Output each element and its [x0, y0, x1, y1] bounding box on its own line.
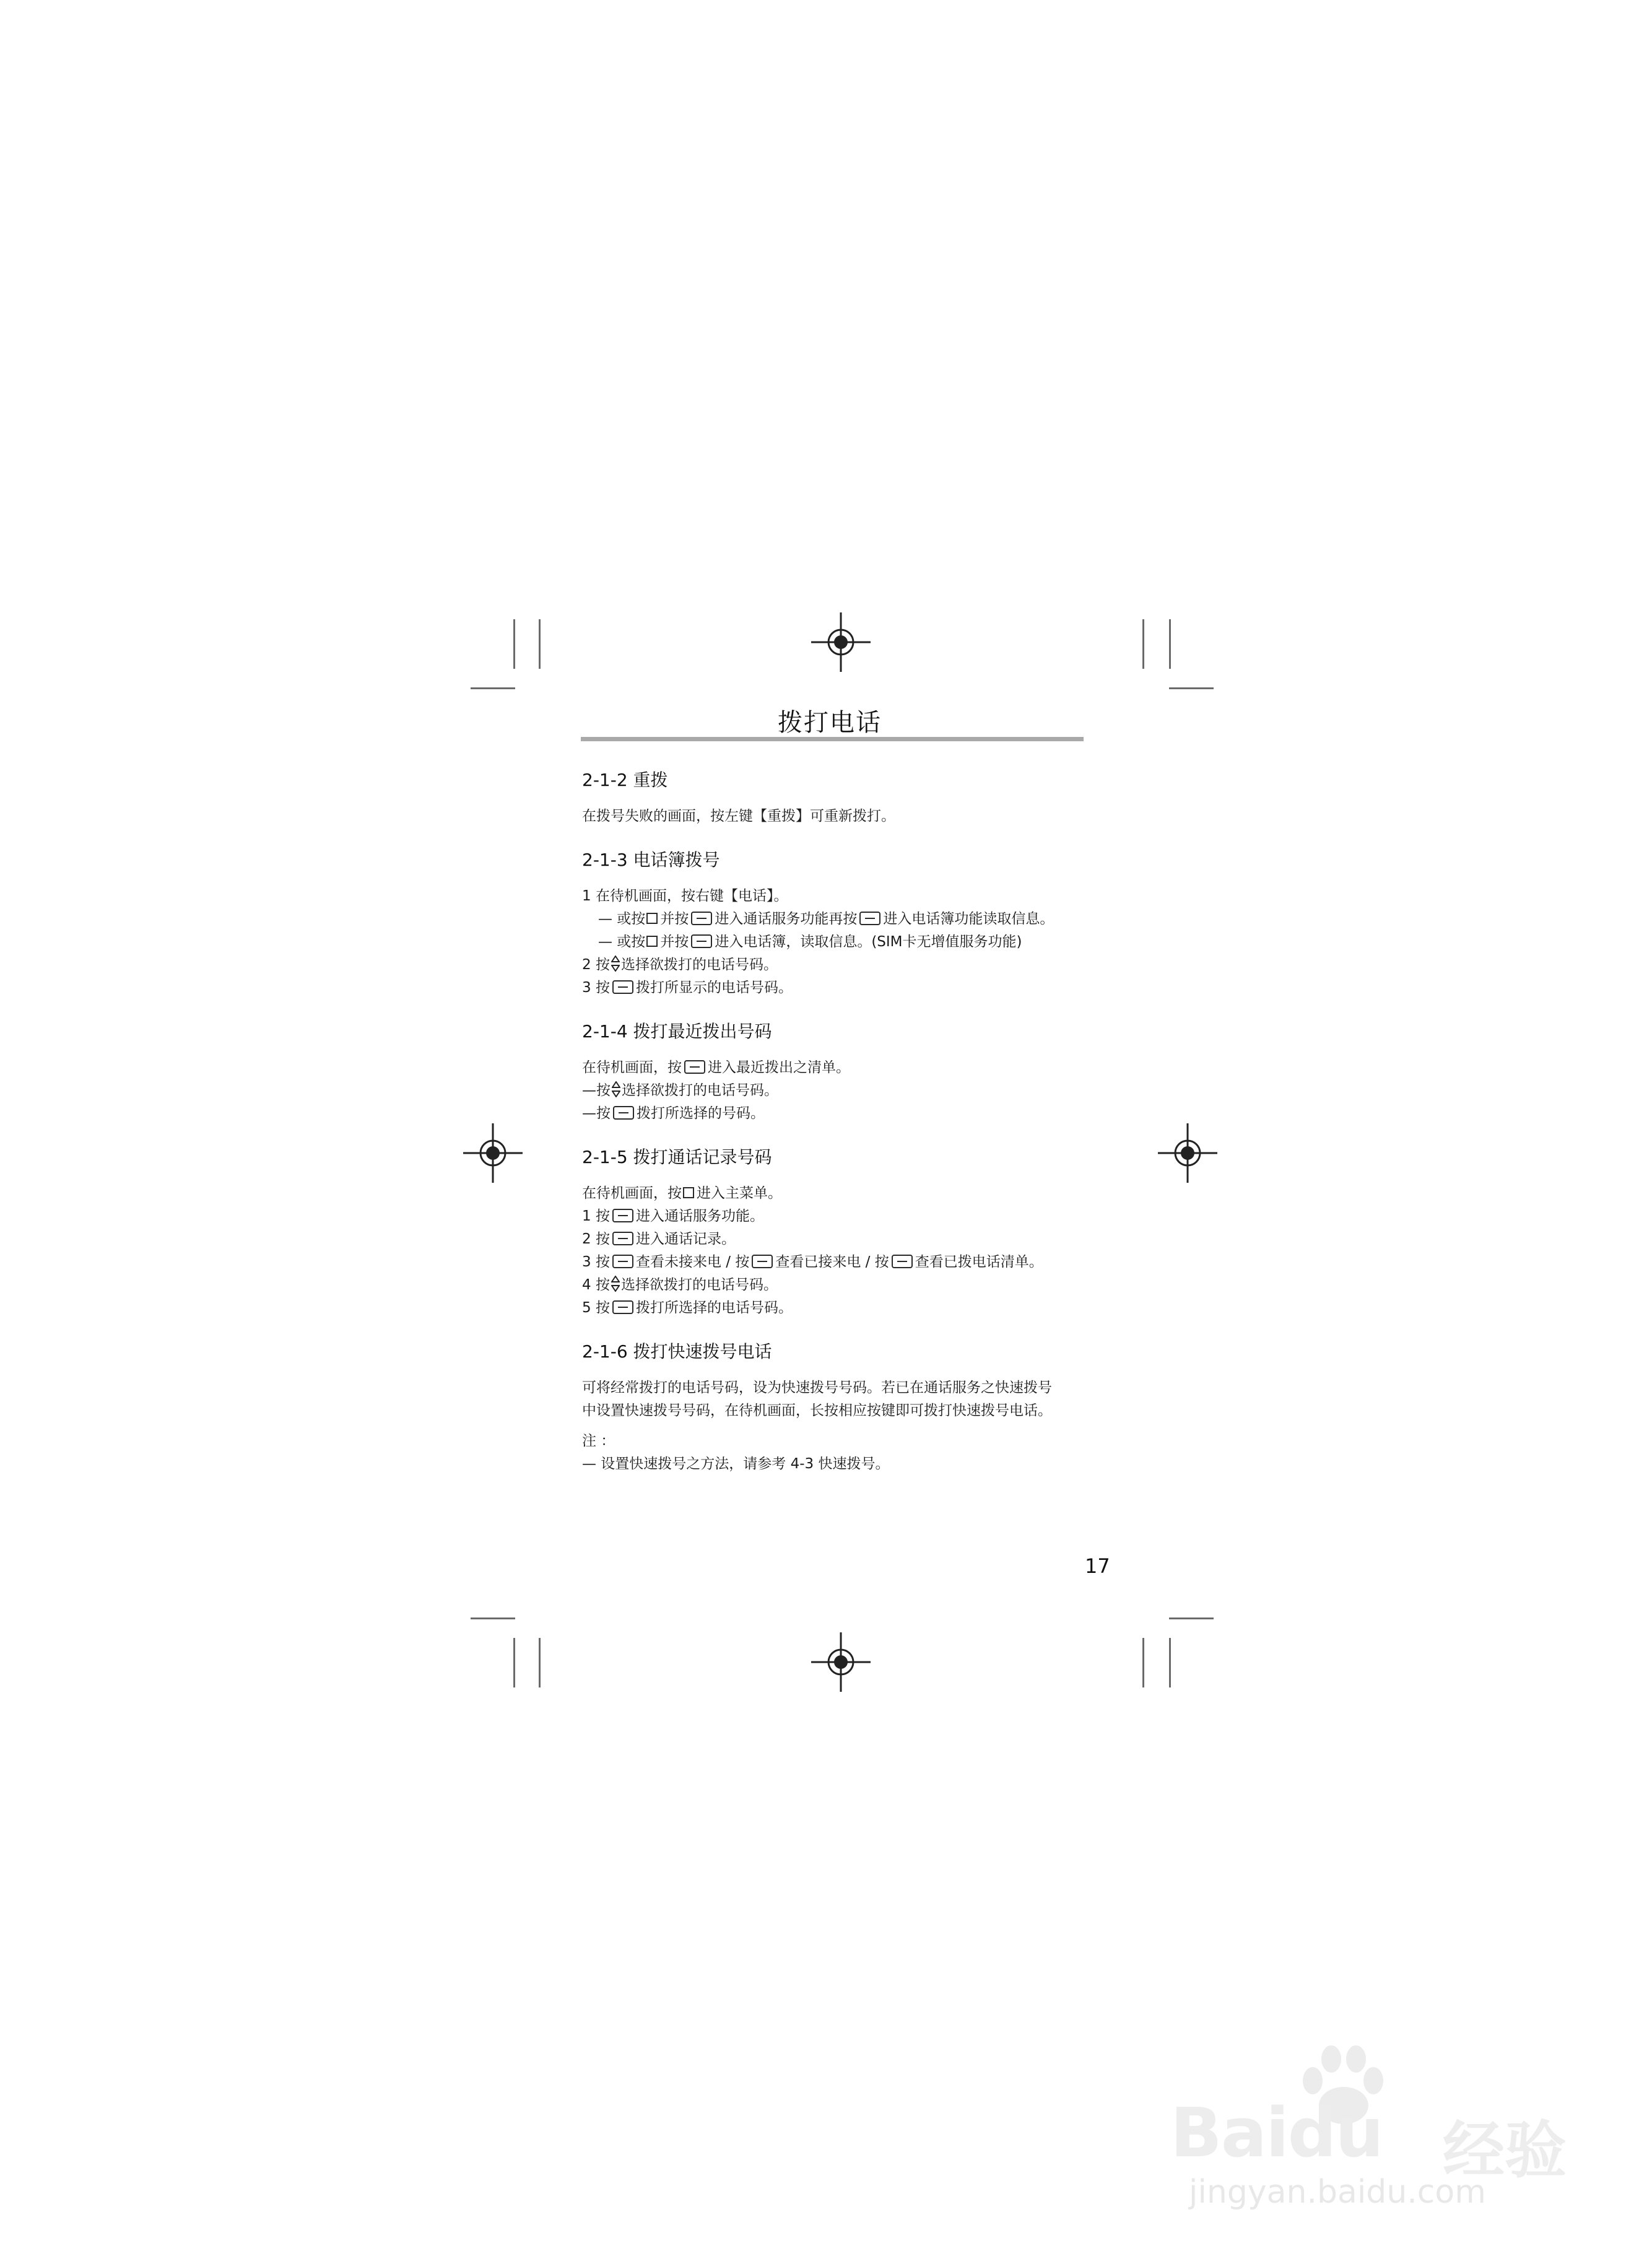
phone-key-icon — [691, 912, 712, 925]
section-heading: 2-1-4 拨打最近拨出号码 — [582, 1021, 772, 1042]
spacer — [576, 1422, 1084, 1430]
step-line — [598, 908, 1084, 931]
text-fragment: 选择欲拨打的电话号码。 — [620, 1277, 778, 1293]
text-fragment: 进入通话服务功能。 — [635, 1208, 764, 1224]
paragraph: 在拨号失败的画面，按左键【重拨】可重新拨打。 — [582, 808, 895, 824]
section-call-log-dial — [576, 1144, 1084, 1320]
send-key-icon — [612, 980, 633, 994]
crop-mark — [1169, 619, 1171, 669]
text-fragment: 拨打所选择的电话号码。 — [635, 1300, 793, 1316]
section-heading: 2-1-6 拨打快速拨号电话 — [582, 1341, 772, 1362]
note-text: — 设置快速拨号之方法，请参考 4-3 快速拨号。 — [582, 1456, 890, 1472]
menu-key-icon — [646, 936, 658, 947]
step-line — [582, 977, 1084, 999]
crop-mark — [1142, 619, 1144, 669]
registration-target-icon — [810, 1631, 872, 1693]
watermark-cn: 经验 — [1443, 2114, 1567, 2187]
page-number: 17 — [1085, 1554, 1110, 1578]
title-bar — [576, 694, 1084, 748]
text-fragment: 选择欲拨打的电话号码。 — [620, 957, 778, 973]
phone-key-icon — [752, 1255, 773, 1268]
phone-key-icon — [859, 912, 880, 925]
text-fragment: 2 按 — [582, 1231, 610, 1247]
text-fragment: 进入电话簿，读取信息。(SIM卡无增值服务功能) — [715, 934, 1022, 950]
menu-key-icon — [646, 913, 658, 924]
step-line: 1 在待机画面，按右键【电话】。 — [582, 888, 788, 904]
crop-mark — [471, 1617, 515, 1619]
phone-key-icon — [612, 1255, 633, 1268]
manual-page-content — [576, 694, 1084, 1476]
phone-key-icon — [612, 1209, 633, 1222]
text-fragment: 进入电话簿功能读取信息。 — [883, 911, 1054, 927]
section-phonebook-dial — [576, 847, 1084, 999]
text-fragment: 查看已接来电 / 按 — [775, 1254, 889, 1270]
watermark — [1170, 2044, 1579, 2211]
text-fragment: 并按 — [660, 934, 689, 950]
crop-mark — [539, 1638, 541, 1687]
paragraph: 中设置快速拨号号码，在待机画面，长按相应按键即可拨打快速拨号电话。 — [582, 1403, 1052, 1419]
text-fragment: 3 按 — [582, 980, 610, 996]
text-fragment: 在待机画面，按 — [582, 1185, 682, 1201]
phone-key-icon — [892, 1255, 913, 1268]
step-line — [598, 931, 1084, 954]
registration-target-icon — [810, 611, 872, 673]
crop-mark — [1169, 687, 1214, 689]
section-redial — [576, 767, 1084, 828]
step-line — [582, 1102, 1084, 1125]
text-fragment: 查看未接来电 / 按 — [635, 1254, 750, 1270]
section-recent-dialed — [576, 1018, 1084, 1125]
registration-target-icon — [462, 1122, 524, 1184]
text-fragment: — 或按 — [598, 911, 646, 927]
step-line — [582, 1056, 1084, 1079]
section-heading: 2-1-3 电话簿拨号 — [582, 850, 720, 870]
text-fragment: 选择欲拨打的电话号码。 — [622, 1082, 778, 1099]
text-fragment: 1 按 — [582, 1208, 610, 1224]
crop-mark — [539, 619, 541, 669]
menu-key-icon — [683, 1187, 694, 1198]
text-fragment: 进入通话服务功能再按 — [715, 911, 858, 927]
crop-mark — [1142, 1638, 1144, 1687]
step-line — [582, 1274, 1084, 1297]
watermark-url: jingyan.baidu.com — [1189, 2174, 1486, 2211]
send-key-icon — [612, 1300, 633, 1314]
text-fragment: 2 按 — [582, 957, 610, 973]
text-fragment: 3 按 — [582, 1254, 610, 1270]
step-line — [582, 1182, 1084, 1205]
step-line — [582, 954, 1084, 977]
step-line — [582, 1297, 1084, 1320]
title-rule — [581, 737, 1084, 741]
section-heading: 2-1-2 重拨 — [582, 770, 668, 790]
nav-updown-icon — [611, 956, 620, 972]
text-fragment: 拨打所选择的号码。 — [637, 1105, 765, 1121]
phone-key-icon — [691, 934, 712, 948]
text-fragment: —按 — [582, 1082, 611, 1099]
text-fragment: 查看已拨电话清单。 — [915, 1254, 1043, 1270]
section-speed-dial — [576, 1338, 1084, 1476]
nav-updown-icon — [611, 1276, 620, 1292]
send-key-icon — [613, 1106, 634, 1120]
watermark-brand: Baidu — [1170, 2093, 1383, 2172]
text-fragment: 4 按 — [582, 1277, 610, 1293]
crop-mark — [1169, 1638, 1171, 1687]
text-fragment: 拨打所显示的电话号码。 — [635, 980, 793, 996]
page-title: 拨打电话 — [778, 708, 882, 737]
send-key-icon — [684, 1060, 705, 1074]
text-fragment: 进入最近拨出之清单。 — [708, 1060, 850, 1076]
crop-mark — [513, 1638, 515, 1687]
text-fragment: 进入主菜单。 — [697, 1185, 782, 1201]
phone-key-icon — [612, 1232, 633, 1245]
nav-updown-icon — [612, 1081, 620, 1097]
text-fragment: 进入通话记录。 — [635, 1231, 736, 1247]
note-label: 注 ： — [582, 1433, 615, 1449]
section-heading: 2-1-5 拨打通话记录号码 — [582, 1147, 772, 1167]
registration-target-icon — [1157, 1122, 1219, 1184]
step-line — [582, 1251, 1084, 1274]
crop-mark — [513, 619, 515, 669]
step-line — [582, 1205, 1084, 1228]
step-line — [582, 1079, 1084, 1102]
text-fragment: —按 — [582, 1105, 611, 1121]
crop-mark — [471, 687, 515, 689]
step-line — [582, 1228, 1084, 1251]
text-fragment: 并按 — [660, 911, 689, 927]
text-fragment: — 或按 — [598, 934, 646, 950]
paragraph: 可将经常拨打的电话号码，设为快速拨号号码。若已在通话服务之快速拨号 — [582, 1380, 1052, 1396]
text-fragment: 在待机画面，按 — [582, 1060, 682, 1076]
text-fragment: 5 按 — [582, 1300, 610, 1316]
crop-mark — [1169, 1617, 1214, 1619]
